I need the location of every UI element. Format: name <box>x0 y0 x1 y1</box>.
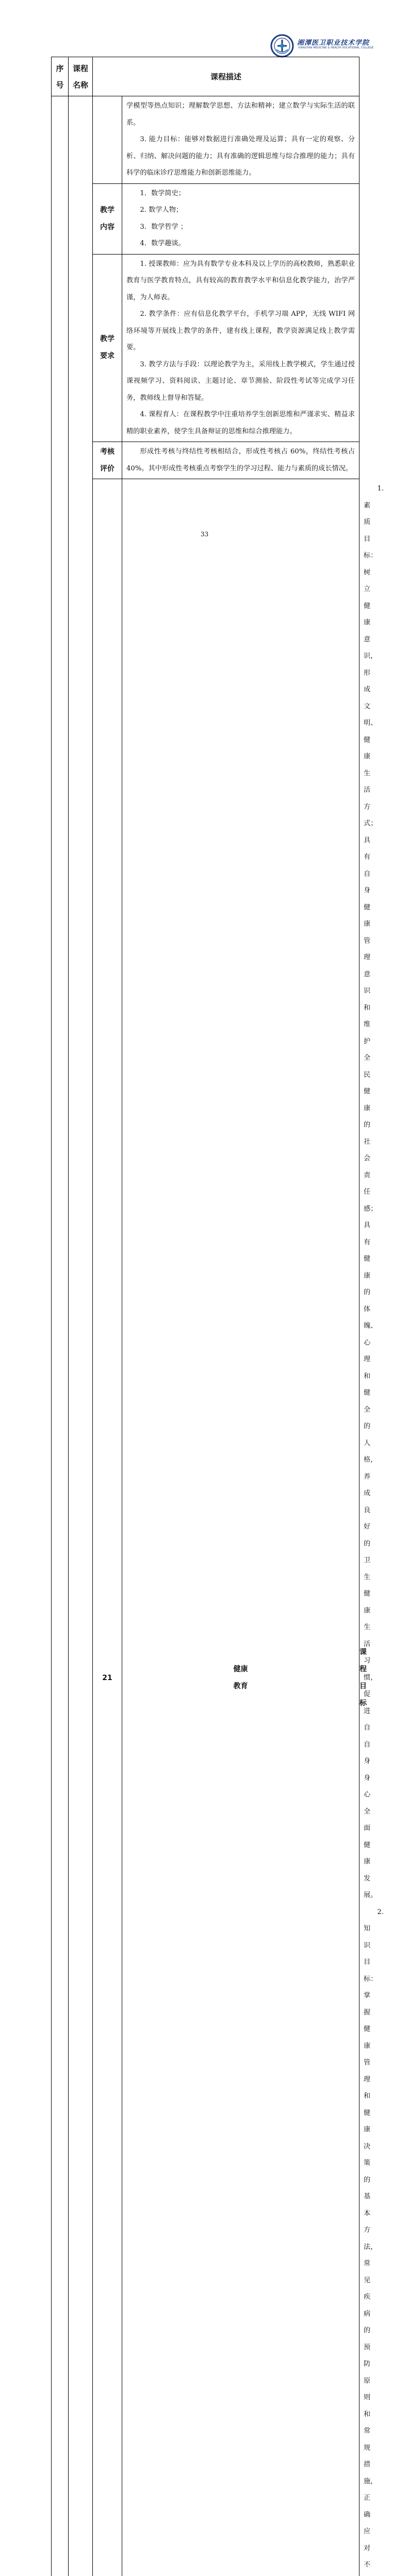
course-table <box>51 57 359 2576</box>
description-paragraph: 形成性考核与终结性考核相结合，形成性考核占 60%，终结性考核占 40%。其中形成性考核重点考察学生的学习过程、能力与素质的成长情况。 <box>126 444 355 477</box>
seq-number: 21 <box>93 479 122 2576</box>
table-header-row <box>52 57 359 96</box>
description-paragraph: 4. 课程育人：在课程教学中注重培养学生创新思维和严谨求实、精益求精的职业素养，使学生具备辩证的思维和综合推理能力。 <box>126 406 355 440</box>
description-cell <box>122 183 359 254</box>
header-seq: 序 号 <box>52 57 69 96</box>
course-name-cell <box>69 96 93 2576</box>
page-number: 33 <box>0 531 409 538</box>
description-paragraph: 2. 教学条件：应有信息化教学平台，手机学习端 APP，无线 WIFI 网络环境等开展线上教学的条件，建有线上课程，教学资源满足线上教学需要。 <box>126 306 355 357</box>
header-description: 课程描述 <box>93 57 359 96</box>
description-paragraph: 1．数学简史； <box>126 185 355 202</box>
college-logo <box>270 34 358 58</box>
description-paragraph: 3. 能力目标：能够对数据进行准确处理及运算；具有一定的观察、分析、归纳、解决问题的能力；具有准确的逻辑思维与综合推理的能力；具有科学的临床诊疗思维能力和创新思维能力。 <box>126 131 355 182</box>
description-paragraph: 4．数学趣谈。 <box>126 235 355 252</box>
table-row <box>52 254 359 442</box>
description-cell <box>122 96 359 184</box>
description-paragraph: 学模型等热点知识；理解数学思想、方法和精神；建立数学与实际生活的联系。 <box>126 98 355 131</box>
description-cell <box>122 442 359 479</box>
seq-cell <box>52 96 69 2576</box>
category-cell <box>93 96 122 184</box>
description-paragraph: 1. 授课教师：应为具有数学专业本科及以上学历的高校教师，熟悉职业教育与医学教育特点，具有较高的教育教学水平和信息化教学能力，治学严谨，为人师表。 <box>126 256 355 307</box>
description-paragraph: 3. 教学方法与手段：以理论教学为主，采用线上教学模式，学生通过授课视频学习、资料阅读、主题讨论、章节测验、阶段性考试等完成学习任务，教师线上督导和答疑。 <box>126 357 355 407</box>
description-paragraph: 3．数学哲学 ； <box>126 219 355 236</box>
table-row <box>52 183 359 254</box>
table-row: 21 健康 教育 课程 目标 1. 素质目标：树立健康意识，形成文明、健康生活方式；具有自身健康管理意识和维护全民健康的社会责任感；具有健康的体魄、心理和健全的人格，养成良好的卫生健康生活习惯，促进自自身身心全面健康发展。 2. 知识目标：掌握健康管理和健康决策的基本方法，常见疾病的预防原则和常规措施，正确应对不 <box>52 479 359 2576</box>
course-name: 健康 教育 <box>122 479 359 2576</box>
table-row <box>52 442 359 479</box>
header-course-name: 课程 名称 <box>69 57 93 96</box>
table-row <box>52 96 359 184</box>
description-cell <box>122 254 359 442</box>
college-name: 湘潭医卫职业技术学院 <box>297 37 369 47</box>
category-cell: 教学 要求 <box>93 254 122 442</box>
description-paragraph: 2. 数学人物； <box>126 202 355 219</box>
category-cell: 教学 内容 <box>93 183 122 254</box>
college-emblem-icon <box>270 34 294 58</box>
college-english-name: XIANGTAN MEDICINE & HEALTH VOCATIONAL COLLEGE <box>298 46 373 49</box>
category-cell: 考核 评价 <box>93 442 122 479</box>
